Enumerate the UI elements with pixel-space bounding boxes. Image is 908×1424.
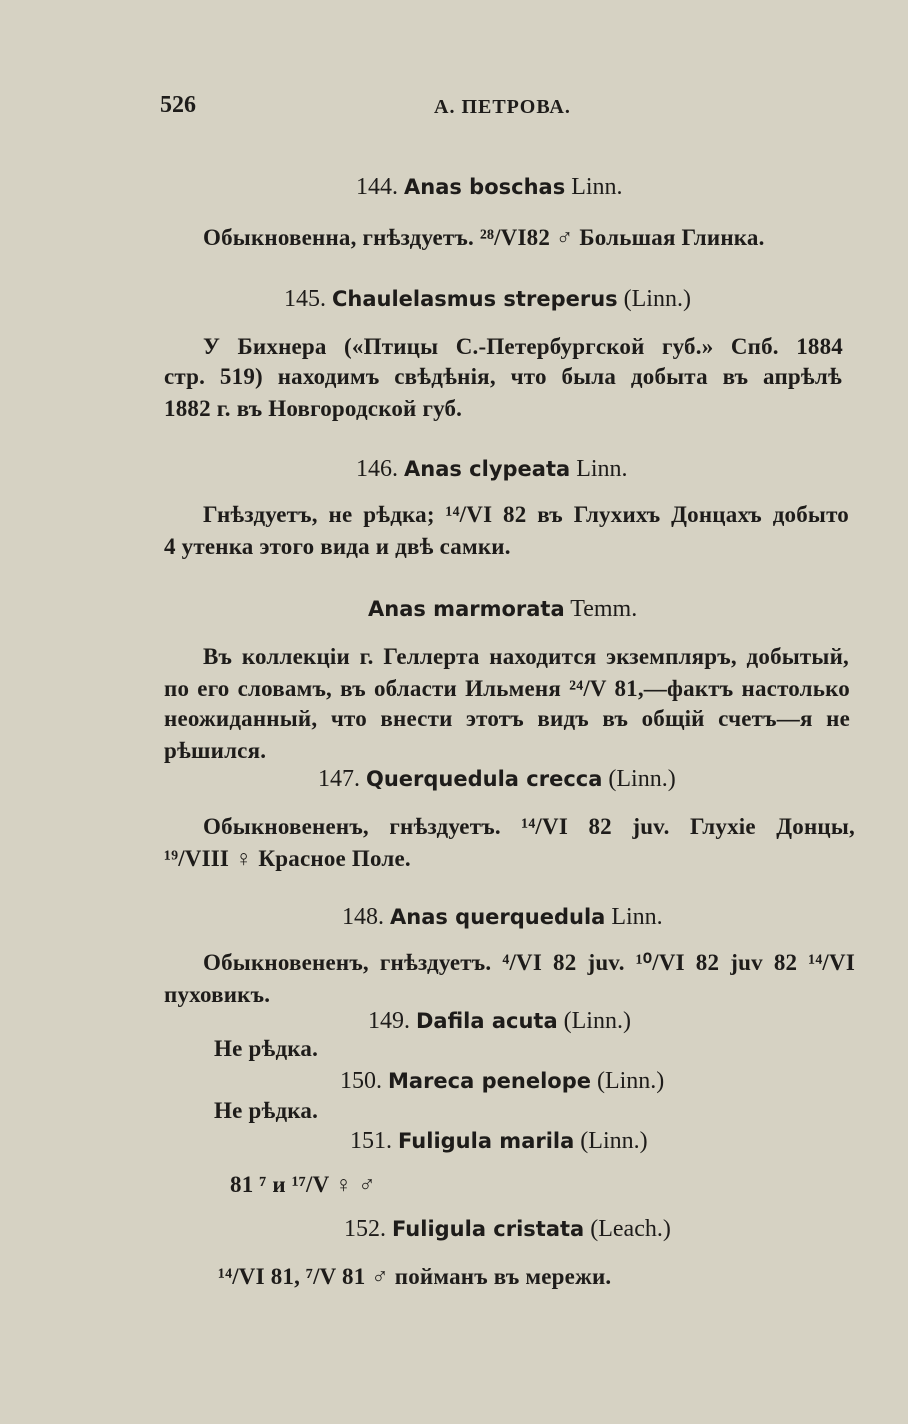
species-name: Anas marmorata — [368, 597, 565, 621]
text-line: рѣшился. — [164, 738, 267, 763]
species-author: (Linn.) — [580, 1128, 648, 1154]
text-line: Обыкновененъ, гнѣздуетъ. ¹⁴/VI 82 juv. Глухіе Донцы, — [203, 814, 855, 839]
text-line: 1882 г. въ Новгородской губ. — [164, 396, 463, 421]
species-number: 150. — [340, 1068, 382, 1094]
text-line: пуховикъ. — [164, 982, 271, 1007]
species-author: Linn. — [571, 174, 623, 200]
species-name: Querquedula crecca — [366, 767, 603, 791]
species-author: (Leach.) — [590, 1216, 671, 1242]
species-author: Linn. — [611, 904, 663, 930]
text-line: 4 утенка этого вида и двѣ самки. — [164, 534, 511, 559]
species-heading-146 — [356, 456, 628, 483]
species-heading-152 — [344, 1216, 671, 1243]
text-line: Гнѣздуетъ, не рѣдка; ¹⁴/VI 82 въ Глухихъ Донцахъ добыто — [203, 502, 849, 527]
text-line: ¹⁹/VIII ♀ Красное Поле. — [164, 846, 411, 871]
text-line: неожиданный, что внести этотъ видъ въ общій счетъ—я не — [164, 706, 850, 731]
species-number: 146. — [356, 456, 398, 482]
species-author: (Linn.) — [596, 1068, 665, 1094]
text-line: по его словамъ, въ области Ильменя ²⁴/V 81,—фактъ настолько — [164, 676, 850, 701]
species-author: (Linn.) — [563, 1008, 631, 1034]
species-number: 151. — [350, 1128, 392, 1154]
text-line: Обыкновенна, гнѣздуетъ. ²⁸/VI82 ♂ Большая Глинка. — [203, 225, 765, 250]
species-name: Mareca penelope — [388, 1069, 591, 1093]
species-heading-150 — [340, 1068, 664, 1095]
text-line: Обыкновененъ, гнѣздуетъ. ⁴/VI 82 juv. ¹⁰/VI 82 juv 82 ¹⁴/VI — [203, 950, 855, 975]
species-name: Fuligula marila — [398, 1129, 575, 1153]
species-heading-144 — [356, 174, 623, 201]
species-heading-145 — [284, 286, 691, 313]
species-number: 152. — [344, 1216, 386, 1242]
species-name: Dafila acuta — [416, 1009, 558, 1033]
text-line: У Бихнера («Птицы С.-Петербургской губ.» Спб. 1884 — [203, 334, 843, 359]
species-name: Anas querquedula — [390, 905, 606, 929]
page-number: 526 — [160, 92, 196, 118]
species-name: Anas clypeata — [404, 457, 571, 481]
text-line: Въ коллекціи г. Геллерта находится экземпляръ, добытый, — [203, 644, 849, 669]
species-heading-147 — [318, 766, 676, 793]
text-line: Не рѣдка. — [214, 1098, 319, 1123]
species-name: Anas boschas — [404, 175, 566, 199]
species-author: (Linn.) — [608, 766, 676, 792]
text-line: Не рѣдка. — [214, 1036, 319, 1061]
species-name: Chaulelasmus streperus — [332, 287, 618, 311]
species-number: 149. — [368, 1008, 410, 1034]
species-number: 145. — [284, 286, 326, 312]
species-number: 144. — [356, 174, 398, 200]
species-number: 147. — [318, 766, 360, 792]
species-heading-148 — [342, 904, 663, 931]
species-number: 148. — [342, 904, 384, 930]
species-heading-151 — [350, 1128, 648, 1155]
species-author: Temm. — [570, 596, 638, 622]
running-header-author: А. ПЕТРОВА. — [434, 96, 571, 118]
species-name: Fuligula cristata — [392, 1217, 585, 1241]
species-author: Linn. — [576, 456, 628, 482]
text-line: стр. 519) находимъ свѣдѣнія, что была добыта въ апрѣлѣ — [164, 364, 842, 389]
species-heading-149 — [368, 1008, 631, 1035]
text-line: ¹⁴/VI 81, ⁷/V 81 ♂ пойманъ въ мережи. — [218, 1264, 612, 1289]
species-author: (Linn.) — [623, 286, 691, 312]
species-heading-marmorata — [368, 596, 637, 623]
text-line: 81 ⁷ и ¹⁷/V ♀ ♂ — [230, 1172, 376, 1197]
